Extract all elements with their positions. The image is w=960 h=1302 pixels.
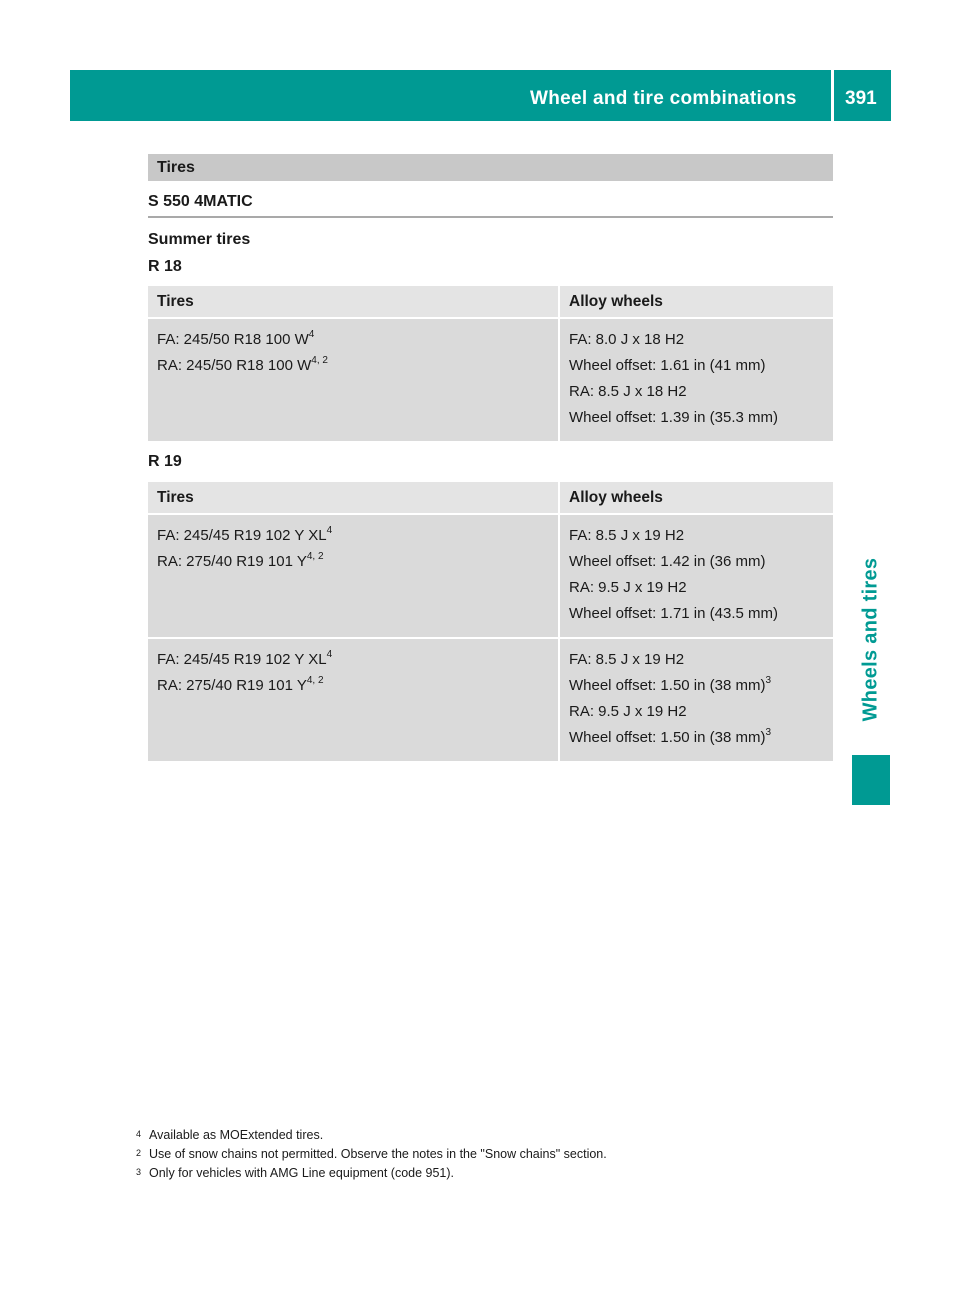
tire-rear: RA: 245/50 R18 100 W (157, 357, 312, 374)
tire-rear: RA: 275/40 R19 101 Y (157, 553, 307, 570)
tire-cell (148, 638, 559, 761)
wheel-cell (559, 318, 833, 441)
tire-front: FA: 245/50 R18 100 W (157, 331, 309, 348)
r19-label: R 19 (148, 453, 182, 470)
footnote-ref: 4, 2 (311, 355, 328, 366)
table-row (148, 318, 833, 441)
wheel-cell (559, 638, 833, 761)
tires-column-header: Tires (148, 482, 559, 514)
page-number: 391 (845, 88, 877, 109)
tire-rear: RA: 275/40 R19 101 Y (157, 677, 307, 694)
side-tab-marker (852, 755, 890, 805)
wheel-front: FA: 8.0 J x 18 H2 (569, 331, 685, 348)
footnote-ref: 3 (765, 675, 772, 686)
table-row (148, 638, 833, 761)
tire-front: FA: 245/45 R19 102 Y XL (157, 651, 327, 668)
model-title: S 550 4MATIC (148, 193, 253, 210)
wheel-front: FA: 8.5 J x 19 H2 (569, 527, 685, 544)
footnote-ref: 4, 2 (306, 551, 324, 562)
footnote: 4 Available as MOExtended tires. (136, 1128, 324, 1142)
wheels-column-header: Alloy wheels (559, 482, 833, 514)
footnote-ref: 4 (308, 329, 315, 340)
r18-table (148, 286, 833, 441)
wheel-cell (559, 514, 833, 638)
wheels-column-header: Alloy wheels (559, 286, 833, 318)
chapter-title: Wheel and tire combinations (530, 88, 797, 109)
section-title: Tires (148, 154, 833, 181)
wheel-rear-offset: Wheel offset: 1.50 in (38 mm) (569, 729, 766, 746)
r18-label: R 18 (148, 258, 182, 275)
footnote: 3 Only for vehicles with AMG Line equipment (code 951). (136, 1166, 455, 1180)
wheel-front-offset: Wheel offset: 1.50 in (38 mm) (569, 677, 766, 694)
table-row (148, 514, 833, 638)
wheel-rear-offset: Wheel offset: 1.39 in (35.3 mm) (569, 409, 778, 426)
wheel-front: FA: 8.5 J x 19 H2 (569, 651, 685, 668)
footnote-ref: 3 (765, 727, 772, 738)
wheel-rear-offset: Wheel offset: 1.71 in (43.5 mm) (569, 605, 778, 622)
category-title: Summer tires (148, 231, 251, 248)
footnote-ref: 4, 2 (306, 675, 324, 686)
side-tab-label: Wheels and tires (859, 557, 882, 721)
tire-cell (148, 318, 559, 441)
tire-cell (148, 514, 559, 638)
wheel-rear: RA: 9.5 J x 19 H2 (569, 579, 687, 596)
tires-column-header: Tires (148, 286, 559, 318)
model-divider (148, 216, 833, 218)
footnotes (136, 1126, 607, 1183)
wheel-rear: RA: 8.5 J x 18 H2 (569, 383, 687, 400)
tire-front: FA: 245/45 R19 102 Y XL (157, 527, 327, 544)
r19-table (148, 482, 833, 761)
footnote: 2 Use of snow chains not permitted. Observe the notes in the "Snow chains" section. (136, 1147, 607, 1161)
footnote-ref: 4 (326, 649, 333, 660)
wheel-rear: RA: 9.5 J x 19 H2 (569, 703, 687, 720)
header-divider (831, 70, 834, 121)
wheel-front-offset: Wheel offset: 1.61 in (41 mm) (569, 357, 766, 374)
footnote-ref: 4 (326, 525, 333, 536)
side-tab[interactable] (852, 524, 890, 754)
wheel-front-offset: Wheel offset: 1.42 in (36 mm) (569, 553, 766, 570)
